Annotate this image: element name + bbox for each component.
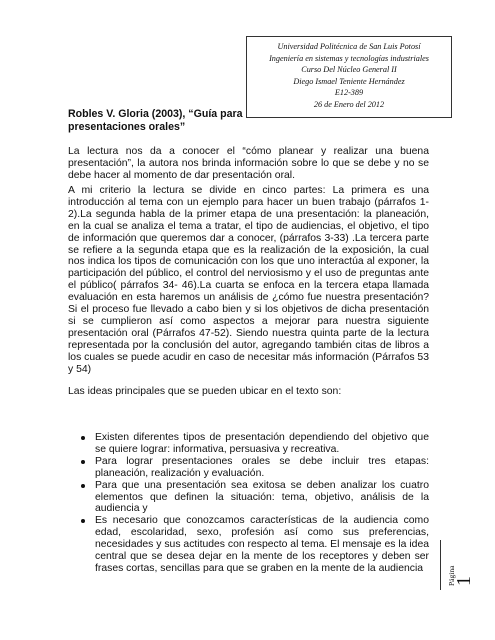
bullet-icon [81, 436, 85, 440]
bullet-icon [81, 484, 85, 488]
main-ideas-list [68, 432, 429, 575]
page-number: 1 [453, 576, 475, 586]
header-course: Curso Del Núcleo General II [301, 65, 397, 75]
list-item: Es necesario que conozcamos características de la audiencia como edad, escolaridad, sexo, profesión así como sus preferencias, necesidades y sus actitudes con respecto al tema. El mensaje es la idea central que se desea dejar en la mente de los receptores y deben ser frases cortas, sencillas para que se graben en la mente de la audiencia [68, 515, 429, 575]
document-title: Robles V. Gloria (2003), “Guía para presentaciones orales” [68, 108, 243, 133]
header-date: 26 de Enero del 2012 [313, 99, 385, 109]
bullet-icon [81, 519, 85, 523]
bullet-icon [81, 460, 85, 464]
list-item: Para que una presentación sea exitosa se deben analizar los cuatro elementos que definen la situación: tema, objetivo, análisis de la audiencia y [68, 480, 429, 516]
header-program: Ingeniería en sistemas y tecnologías industriales [269, 53, 429, 63]
structure-paragraph: A mi criterio la lectura se divide en cinco partes: La primera es una introducción al tema con un ejemplo para hacer un buen trabajo (párrafos 1-2).La segunda habla de la primer etapa de una presentación: la planeación, en la cual se analiza el tema a tratar, el tipo de audiencias, el objetivo, el tipo de información que queremos dar a conocer, (párrafos 3-33) .La tercera parte se refiere a la segunda etapa que es la realización de la exposición, la cual nos indica los tipos de comunicación con los que uno interactúa al exponer, la participación del público, el control del nerviosismo y el uso de preguntas ante el público( párrafos 34- 46).La cuarta se enfoca en la tercera etapa llamada evaluación en esta haremos un análisis de ¿cómo fue nuestra presentación? Si el proceso fue llevado a cabo bien y si los objetivos de dicha presentación si se cumplieron así como aspectos a mejorar para nuestra siguiente presentación oral (Párrafos 47-52). Siendo nuestra quinta parte de la lectura representada por la conclusión del autor, agregando también citas de libros a los cuales se puede acudir en caso de necesitar más información (Párrafos 53 y 54) [68, 185, 429, 375]
header-id: E12-389 [334, 88, 364, 98]
list-item: Para lograr presentaciones orales se debe incluir tres etapas: planeación, realización y evaluación. [68, 456, 429, 480]
intro-paragraph: La lectura nos da a conocer el “cómo planear y realizar una buena presentación”, la autora nos brinda información sobre lo que se debe y no se debe hacer al momento de dar presentación oral. [68, 146, 429, 181]
main-ideas-intro: Las ideas principales que se pueden ubicar en el texto son: [68, 386, 342, 397]
page-footer [440, 540, 475, 590]
list-item: Existen diferentes tipos de presentación dependiendo del objetivo que se quiere lograr: informativa, persuasiva y recreativa. [68, 432, 429, 456]
header-author: Diego Ismael Teniente Hernández [293, 76, 405, 86]
header-university: Universidad Politécnica de San Luis Potosí [277, 42, 421, 51]
page-label: Página [447, 565, 456, 586]
header-info-box [246, 36, 452, 118]
